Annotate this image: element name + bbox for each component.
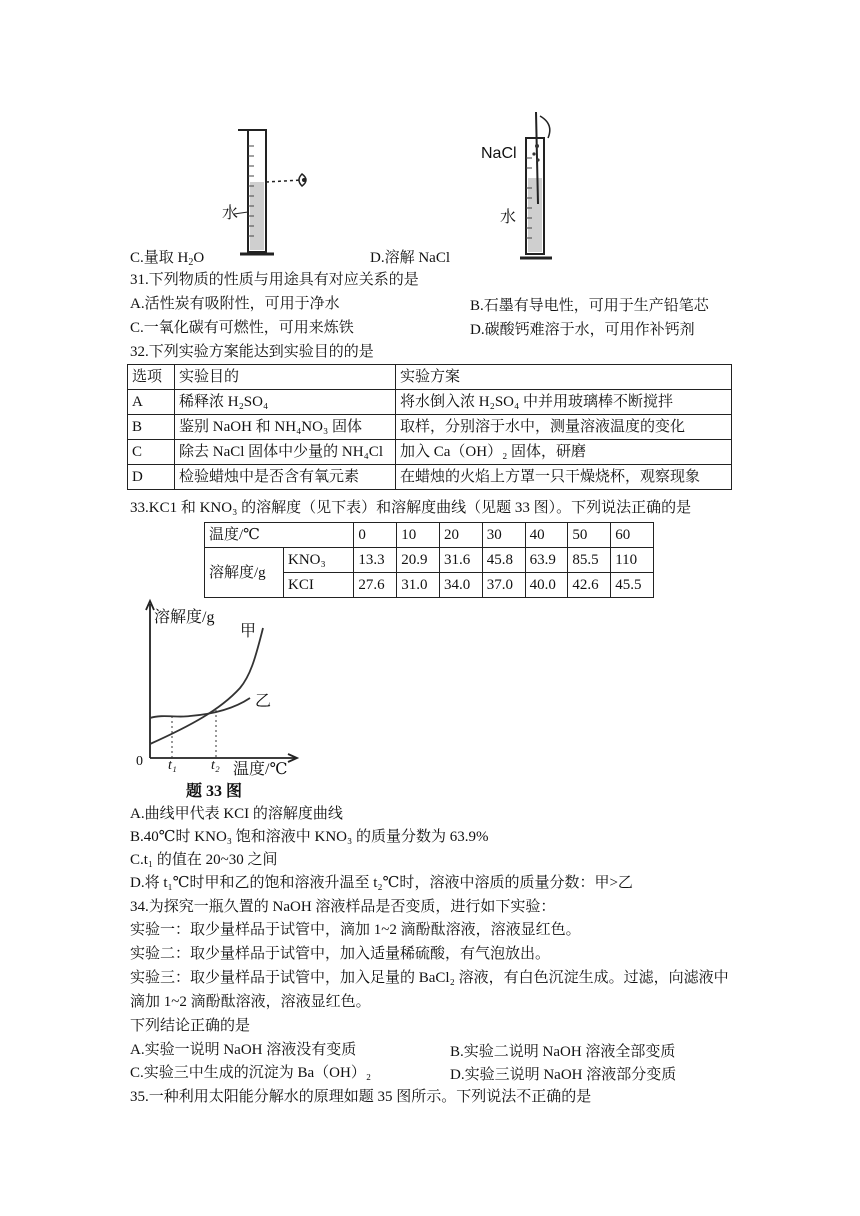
table-cell: 30 bbox=[482, 523, 525, 548]
table-cell: 45.5 bbox=[611, 573, 654, 598]
table-row bbox=[128, 465, 732, 490]
q35-stem: 35.一种利用太阳能分解水的原理如题 35 图所示。下列说法不正确的是 bbox=[130, 1089, 592, 1105]
q34-option-c: C.实验三中生成的沉淀为 Ba（OH）₂ bbox=[130, 1065, 372, 1081]
q33-option-c: C.t₁ 的值在 20~30 之间 bbox=[130, 852, 278, 868]
table-cell: 31.6 bbox=[440, 548, 483, 573]
table-row bbox=[128, 390, 732, 415]
q34-conclusion: 下列结论正确的是 bbox=[130, 1018, 251, 1034]
q33-option-a: A.曲线甲代表 KCI 的溶解度曲线 bbox=[130, 806, 343, 822]
table-cell: 60 bbox=[611, 523, 654, 548]
table-cell: 0 bbox=[354, 523, 397, 548]
table-cell: 42.6 bbox=[568, 573, 611, 598]
table-header-row bbox=[128, 365, 732, 390]
table-row bbox=[128, 415, 732, 440]
table-cell: C bbox=[128, 440, 175, 465]
table-cell: 85.5 bbox=[568, 548, 611, 573]
fig33-caption: 题 33 图 bbox=[186, 783, 243, 800]
table-cell: 40 bbox=[525, 523, 568, 548]
table-cell: 50 bbox=[568, 523, 611, 548]
table-cell: 检验蜡烛中是否含有氧元素 bbox=[175, 465, 396, 490]
table-cell: B bbox=[128, 415, 175, 440]
table-header: 选项 bbox=[128, 365, 175, 390]
table-row bbox=[205, 548, 654, 573]
table-header: 实验方案 bbox=[396, 365, 732, 390]
q32-stem: 32.下列实验方案能达到实验目的的是 bbox=[130, 344, 374, 360]
fig33-t1-label: t₁ bbox=[168, 758, 177, 773]
table-row bbox=[205, 523, 654, 548]
q31-option-a: A.活性炭有吸附性，可用于净水 bbox=[130, 296, 340, 312]
table-cell: KNO₃ bbox=[284, 548, 354, 573]
q34-option-d: D.实验三说明 NaOH 溶液部分变质 bbox=[450, 1067, 677, 1083]
table-header: 实验目的 bbox=[175, 365, 396, 390]
table-cell: 除去 NaCl 固体中少量的 NH₄Cl bbox=[175, 440, 396, 465]
q31-option-d: D.碳酸钙难溶于水，可用作补钙剂 bbox=[470, 322, 695, 338]
fig33-ylabel: 溶解度/g bbox=[154, 609, 215, 626]
fig-d-nacl-label: NaCl bbox=[481, 145, 517, 162]
curve-yi bbox=[150, 698, 250, 718]
table-cell: 取样，分别溶于水中，测量溶液温度的变化 bbox=[396, 415, 732, 440]
graduated-cylinder-figure-c bbox=[210, 122, 330, 262]
q32-table bbox=[127, 364, 732, 490]
q30-option-c: C.量取 $H_2O$ bbox=[130, 250, 205, 268]
table-cell: 34.0 bbox=[440, 573, 483, 598]
table-cell: 40.0 bbox=[525, 573, 568, 598]
table-cell: 27.6 bbox=[354, 573, 397, 598]
q34-exp1: 实验一：取少量样品于试管中，滴加 1~2 滴酚酞溶液，溶液显红色。 bbox=[130, 922, 581, 938]
fig33-curve-jia-label: 甲 bbox=[240, 623, 257, 640]
q33-option-d: D.将 t₁℃时甲和乙的饱和溶液升温至 t₂℃时，溶液中溶质的质量分数：甲>乙 bbox=[130, 875, 633, 891]
fig33-origin: 0 bbox=[136, 754, 143, 769]
q31-option-b: B.石墨有导电性，可用于生产铅笔芯 bbox=[470, 298, 709, 314]
q34-exp2: 实验二：取少量样品于试管中，加入适量稀硫酸，有气泡放出。 bbox=[130, 946, 551, 962]
table-cell: 13.3 bbox=[354, 548, 397, 573]
q34-option-b: B.实验二说明 NaOH 溶液全部变质 bbox=[450, 1044, 676, 1060]
table-cell: 加入 Ca（OH）₂ 固体，研磨 bbox=[396, 440, 732, 465]
table-row bbox=[128, 440, 732, 465]
table-cell: 20 bbox=[440, 523, 483, 548]
curve-jia bbox=[150, 628, 263, 744]
q31-option-c: C.一氧化碳有可燃性，可用来炼铁 bbox=[130, 320, 354, 336]
fig-d-water-label: 水 bbox=[500, 209, 517, 226]
table-cell: 37.0 bbox=[482, 573, 525, 598]
table-cell: 稀释浓 H₂SO₄ bbox=[175, 390, 396, 415]
table-cell: 31.0 bbox=[397, 573, 440, 598]
table-cell: 110 bbox=[611, 548, 654, 573]
table-cell: 将水倒入浓 H₂SO₄ 中并用玻璃棒不断搅拌 bbox=[396, 390, 732, 415]
table-cell: 10 bbox=[397, 523, 440, 548]
q30-option-d: D.溶解 NaCl bbox=[370, 250, 450, 266]
fig33-curve-yi-label: 乙 bbox=[255, 693, 272, 710]
fig33-t2-label: t₂ bbox=[211, 758, 220, 773]
table-cell: 45.8 bbox=[482, 548, 525, 573]
fig-c-water-label: 水 bbox=[222, 205, 239, 222]
q31-stem: 31.下列物质的性质与用途具有对应关系的是 bbox=[130, 272, 419, 288]
q33-solubility-table bbox=[204, 522, 654, 598]
q34-option-a: A.实验一说明 NaOH 溶液没有变质 bbox=[130, 1042, 357, 1058]
q33-option-b: B.40℃时 KNO₃ 饱和溶液中 KNO₃ 的质量分数为 63.9% bbox=[130, 829, 489, 845]
table-header: 温度/℃ bbox=[205, 523, 354, 548]
table-cell: 在蜡烛的火焰上方罩一只干燥烧杯，观察现象 bbox=[396, 465, 732, 490]
table-cell: D bbox=[128, 465, 175, 490]
table-cell: 20.9 bbox=[397, 548, 440, 573]
table-header: 溶解度/g bbox=[205, 548, 284, 598]
q34-exp3-line2: 滴加 1~2 滴酚酞溶液，溶液显红色。 bbox=[130, 994, 371, 1010]
table-cell: 鉴别 NaOH 和 NH₄NO₃ 固体 bbox=[175, 415, 396, 440]
table-cell: KCI bbox=[284, 573, 354, 598]
q33-stem: 33.KC1 和 KNO₃ 的溶解度（见下表）和溶解度曲线（见题 33 图）。下列说法正确的是 bbox=[130, 500, 692, 516]
table-cell: A bbox=[128, 390, 175, 415]
table-cell: 63.9 bbox=[525, 548, 568, 573]
fig33-xlabel: 温度/℃ bbox=[233, 761, 288, 778]
q34-exp3-line1: 实验三：取少量样品于试管中，加入足量的 BaCl₂ 溶液，有白色沉淀生成。过滤，向滤液中 bbox=[130, 970, 729, 986]
q34-stem: 34.为探究一瓶久置的 NaOH 溶液样品是否变质，进行如下实验： bbox=[130, 899, 556, 915]
dissolving-cylinder-figure-d bbox=[480, 108, 580, 264]
